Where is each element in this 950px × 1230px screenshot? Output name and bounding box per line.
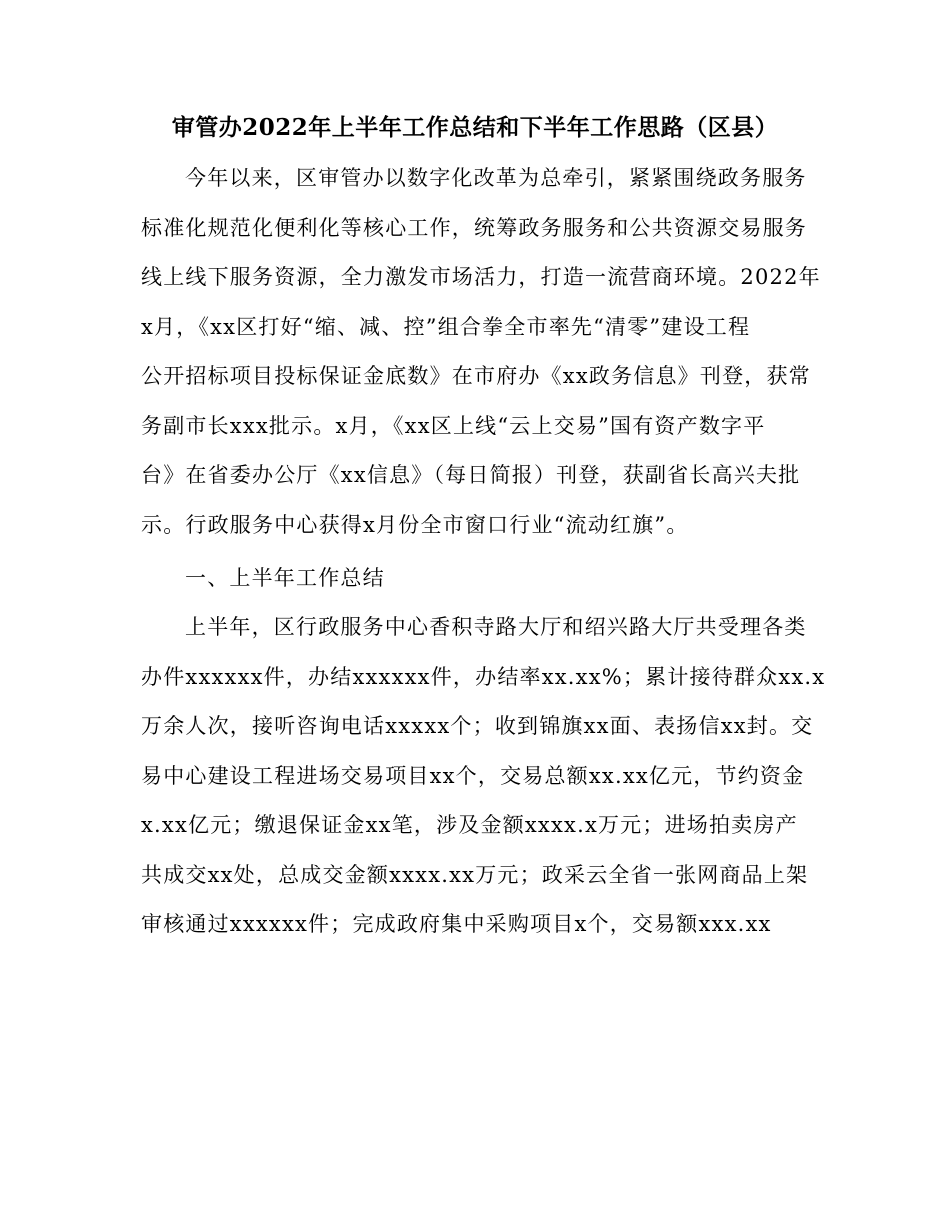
text-line: 公开招标项目投标保证金底数》在市府办《xx政务信息》刊登，获常 xyxy=(141,364,811,388)
text-line: 万余人次，接听咨询电话xxxxx个；收到锦旗xx面、表扬信xx封。交 xyxy=(141,714,814,738)
document-title: 审管办2022年上半年工作总结和下半年工作思路（区县） xyxy=(171,114,779,141)
text-line: 台》在省委办公厅《xx信息》（每日简报）刊登，获副省长高兴夫批 xyxy=(141,463,801,487)
text-line: 标准化规范化便利化等核心工作，统筹政务服务和公共资源交易服务 xyxy=(141,215,807,240)
text-line: 线上线下服务资源，全力激发市场活力，打造一流营商环境。2022年 xyxy=(141,265,821,289)
text-line: 易中心建设工程进场交易项目xx个，交易总额xx.xx亿元，节约资金 xyxy=(141,763,805,788)
text-line: 今年以来，区审管办以数字化改革为总牵引，紧紧围绕政务服务 xyxy=(185,166,807,190)
summary-paragraph xyxy=(141,603,826,950)
text-line: 共成交xx处，总成交金额xxxx.xx万元；政采云全省一张网商品上架 xyxy=(141,862,809,887)
text-line: x月，《xx区打好“缩、减、控”组合拳全市率先“清零”建设工程 xyxy=(141,314,751,339)
text-line: x.xx亿元；缴退保证金xx笔，涉及金额xxxx.x万元；进场拍卖房产 xyxy=(141,813,798,837)
text-line: 审核通过xxxxxx件；完成政府集中采购项目x个，交易额xxx.xx xyxy=(141,912,772,936)
intro-paragraph xyxy=(141,154,821,550)
section-heading xyxy=(141,554,811,604)
text-line: 上半年，区行政服务中心香积寺路大厅和绍兴路大厅共受理各类 xyxy=(185,615,807,639)
section-heading-text: 一、上半年工作总结 xyxy=(185,566,385,590)
text-line: 示。行政服务中心获得x月份全市窗口行业“流动红旗”。 xyxy=(141,512,689,537)
text-line: 务副市长xxx批示。x月，《xx区上线“云上交易”国有资产数字平 xyxy=(141,413,766,438)
text-line: 办件xxxxxx件，办结xxxxxx件，办结率xx.xx%；累计接待群众xx.x xyxy=(141,664,826,689)
